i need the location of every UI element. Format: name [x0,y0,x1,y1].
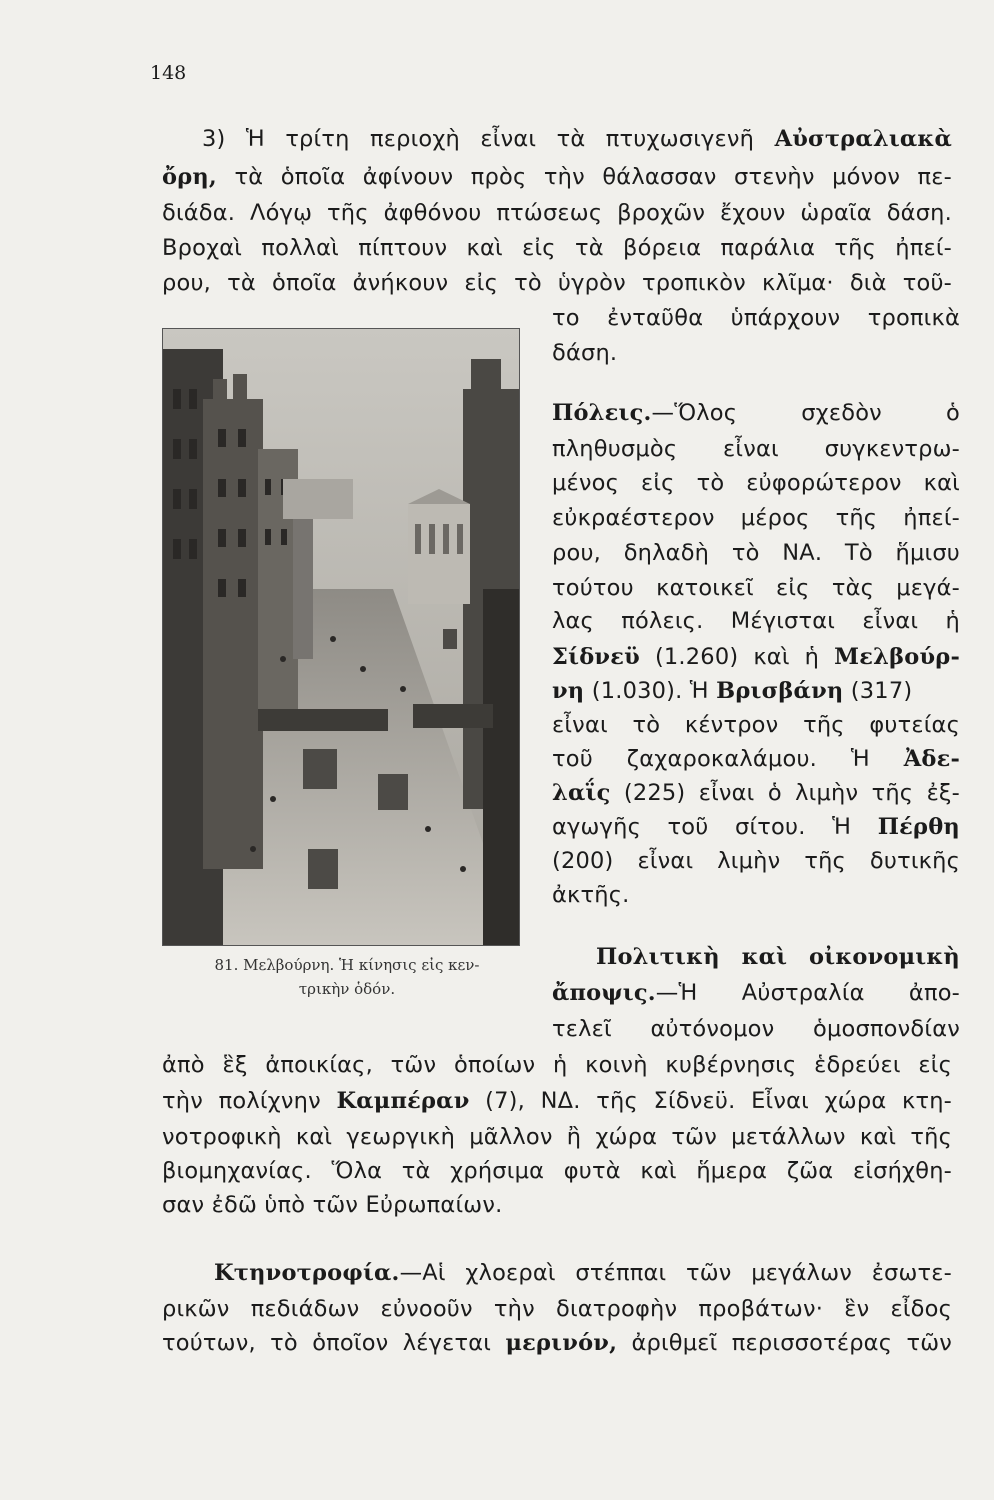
text-line: Βροχαὶ πολλαὶ πίπτουν καὶ εἰς τὰ βόρεια παράλια τῆς ἠπεί- [162,235,952,261]
city-canberra: Καμπέραν [336,1088,470,1114]
text-line: βιομηχανίας. Ὅλα τὰ χρήσιμα φυτὰ καὶ ἥμερα ζῶα εἰσήχθη- [162,1158,952,1184]
text-line: ἀπὸ ἓξ ἀποικίας, τῶν ὁποίων ἡ κοινὴ κυβέρνησις ἑδρεύει εἰς [162,1052,952,1078]
text-line: ἀκτῆς. [552,882,630,908]
text-line: μένος εἰς τὸ εὐφορώτερον καὶ [552,470,960,496]
melbourne-street-photo [162,328,520,946]
text-line: σαν ἐδῶ ὑπὸ τῶν Εὐρωπαίων. [162,1192,503,1218]
city-brisbane: Βρισβάνη [716,678,844,704]
text-line: λαΐς (225) εἶναι ὁ λιμὴν τῆς ἐξ- [552,780,960,806]
text-line: εἶναι τὸ κέντρον τῆς φυτείας [552,712,960,738]
heading-political-b: ἄποψις. [552,980,656,1006]
text-line: τοῦ ζαχαροκαλάμου. Ἡ Ἀδε- [552,746,960,772]
text-line: δάση. [552,340,618,366]
term-merino: μερινόν, [505,1330,618,1356]
heading-livestock: Κτηνοτροφία. [214,1260,400,1286]
heading-political: Πολιτικὴ καὶ οἰκονομικὴ [596,944,960,970]
text-line: τούτου κατοικεῖ εἰς τὰς μεγά- [552,575,960,601]
city-melbourne: Μελβούρ- [834,644,960,670]
city-perth: Πέρθη [877,814,960,840]
text-line: τελεῖ αὐτόνομον ὁμοσπονδίαν [552,1016,960,1042]
text-line: αγωγῆς τοῦ σίτου. Ἡ Πέρθη [552,814,960,840]
city-sydney: Σίδνεϋ [552,644,640,670]
text-line: το ἐνταῦθα ὑπάρχουν τροπικὰ [552,305,960,331]
text-line: τὴν πολίχνην Καμπέραν (7), ΝΔ. τῆς Σίδνεϋ. Εἶναι χώρα κτη- [162,1088,952,1114]
text-line: Σίδνεϋ (1.260) καὶ ἡ Μελβούρ- [552,644,960,670]
text-line: ρου, δηλαδὴ τὸ ΝΑ. Τὸ ἥμισυ [552,540,960,566]
text-line: εὐκραέστερον μέρος τῆς ἠπεί- [552,505,960,531]
text-line: Πόλεις.—Ὅλος σχεδὸν ὁ [552,400,960,426]
text-line: πληθυσμὸς εἶναι συγκεντρω- [552,436,960,462]
text-line: ἄποψις.—Ἡ Αὐστραλία ἀπο- [552,980,960,1006]
text-line: νοτροφικὴ καὶ γεωργικὴ μᾶλλον ἢ χώρα τῶν μετάλλων καὶ τῆς [162,1124,952,1150]
text-line: ρου, τὰ ὁποῖα ἀνήκουν εἰς τὸ ὑγρὸν τροπικὸν κλῖμα· διὰ τοῦ- [162,270,952,296]
text-line: ὄρη, τὰ ὁποῖα ἀφίνουν πρὸς τὴν θάλασσαν στενὴν μόνον πε- [162,164,952,190]
text-line: ρικῶν πεδιάδων εὐνοοῦν τὴν διατροφὴν προβάτων· ἓν εἶδος [162,1296,952,1322]
photo-caption: τρικὴν ὁδόν. [298,980,396,998]
text-line: τούτων, τὸ ὁποῖον λέγεται μερινόν, ἀριθμεῖ περισσοτέρας τῶν [162,1330,953,1356]
text-line: διάδα. Λόγῳ τῆς ἀφθόνου πτώσεως βροχῶν ἔχουν ὡραῖα δάση. [162,200,952,226]
city-adelaide: Ἀδε- [903,746,960,772]
heading-cities: Πόλεις. [552,400,652,426]
text-line: νη (1.030). Ἡ Βρισβάνη (317) [552,678,913,704]
page-number: 148 [150,62,187,84]
term-australian-alps: Αὐστραλιακὰ [774,126,952,152]
text-line: Κτηνοτροφία.—Αἱ χλοεραὶ στέππαι τῶν μεγάλων ἐσωτε- [214,1260,952,1286]
text-line: (200) εἶναι λιμὴν τῆς δυτικῆς [552,848,960,874]
text-line: 3) Ἡ τρίτη περιοχὴ εἶναι τὰ πτυχωσιγενῆ Αὐστραλιακὰ [202,126,952,152]
photo-caption: 81. Μελβούρνη. Ἡ κίνησις εἰς κεν- [214,956,480,974]
text-line: λας πόλεις. Μέγισται εἶναι ἡ [552,608,960,634]
